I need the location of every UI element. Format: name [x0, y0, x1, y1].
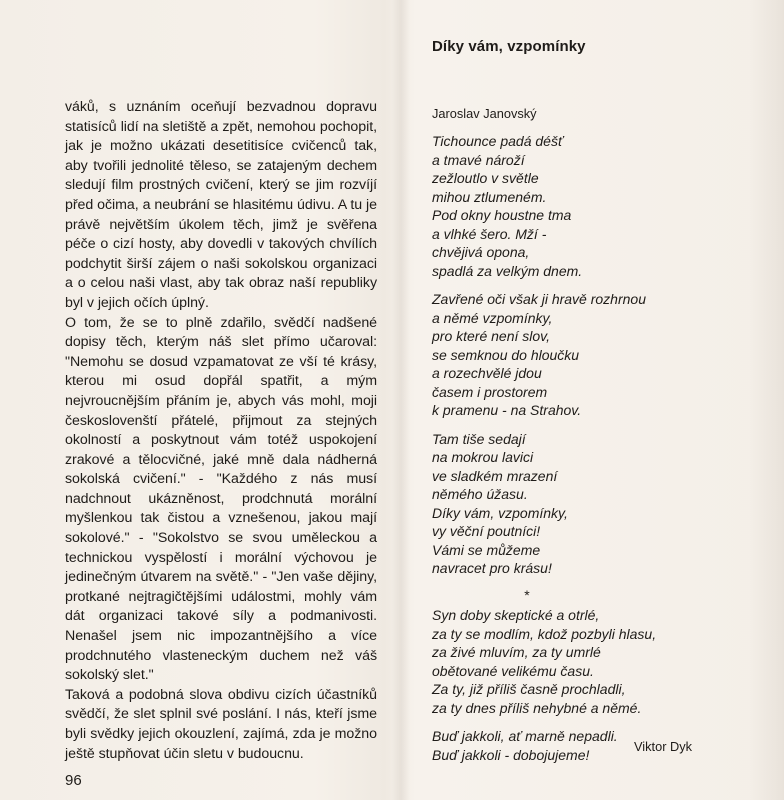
page-number: 96: [65, 772, 82, 789]
poem-separator: *: [524, 586, 530, 603]
poem-line: navracet pro krásu!: [432, 560, 552, 576]
poem-stanza: [432, 132, 732, 280]
poem-line: se semknou do hloučku: [432, 346, 580, 363]
poem-line: chvějivá opona,: [432, 244, 530, 260]
poem-line: Vámi se můžeme: [432, 541, 541, 558]
poem-line: Díky vám, vzpomínky,: [432, 504, 568, 521]
poem-line: němého úžasu.: [432, 486, 528, 502]
poem-line: Buď jakkoli - dobojujeme!: [432, 746, 590, 763]
poem-line: Buď jakkoli, ať marně nepadli.: [432, 728, 618, 744]
poem-line: pro které není slov,: [432, 328, 551, 344]
poem: [432, 132, 732, 764]
poem-line: zežloutlo v světle: [432, 170, 539, 186]
poem-line: za živé mluvím, za ty umrlé: [432, 644, 601, 660]
poem-line: vy věční poutníci!: [432, 523, 541, 539]
poem-line: Tichounce padá déšť: [432, 133, 563, 149]
paragraph: O tom, že se to plně zdařilo, svědčí nadšené dopisy těch, kterým náš slet přímo učaroval: "Nemohu se dosud vzpamatovat ze vší té krásy, kterou mi osud dopřál spatřit, a mým nejvroucnějším přáním je, abych vás mohl, moji českoslovenští přátelé, přijmout za stejných okolností a poskytnout vám totéž uspokojení zrakové a tělocvičné, jaké mně dala nádherná sokolská cvičení." - "Každého z nás musí nadchnout ukázněnost, prodchnutá morální myšlenkou tak čistou a vznešenou, jakou mají sokolové." - "Sokolstvo se svou uměleckou a technickou vyspělostí i morální výchovou je jedinečným útvarem na světě." - "Jen vaše dějiny, protkané nejtragičtějšími událostmi, mohly vám dát organizaci takové síly a podmanivosti. Nenašel jsem nic impozantnějšího a více prodchnutého vlasteneckým duchem než váš sokolský slet.": [65, 314, 377, 684]
poem-stanza: [432, 606, 732, 717]
poem-line: na mokrou lavici: [432, 449, 534, 465]
poem-line: spadlá za velkým dnem.: [432, 262, 583, 279]
poem-line: mihou ztlumeném.: [432, 188, 547, 205]
page-edge-shadow: [748, 0, 784, 800]
paragraph: váků, s uznáním oceňují bezvadnou dopravu statisíců lidí na sletiště a zpět, nemohou pochopit, jak je možno ukázati desetitisíce cvičenců tak, aby tvořili jednolité těleso, se zatajeným dechem sledují film prostných cvičení, který se jim rozvíjí před očima, a neubrání se hlasitému údivu. A tu je právě největším úkolem těch, jimž je svěřena péče o cizí hosty, aby dovedli v takových chvílích podchytit širší zájem o naši sokolskou organizaci a o celou naši vlast, aby tak obraz naší republiky byl v jejich očích úplný.: [65, 99, 377, 311]
poem-line: Zavřené oči však ji hravě rozhrnou: [432, 291, 646, 307]
poem-line: a vlhké šero. Mží -: [432, 225, 547, 242]
book-gutter: [392, 0, 410, 800]
paragraph: Taková a podobná slova obdivu cizích účastníků svědčí, že slet splnil své poslání. I nás, kteří jsme byli svědky jejich okouzlení, zajímá, zda je možno ještě stupňovat účin sletu v budoucnu.: [65, 686, 377, 762]
poem-line: ve sladkém mrazení: [432, 467, 558, 484]
poem-line: Za ty, již příliš časně prochladli,: [432, 681, 626, 697]
poem-stanza: [432, 430, 732, 578]
poem-line: za ty dnes příliš nehybné a němé.: [432, 699, 642, 716]
poem-line: časem i prostorem: [432, 383, 548, 400]
poem-line: a rozechvělé jdou: [432, 365, 542, 381]
poem-line: a tmavé nároží: [432, 151, 525, 168]
poem-title: Díky vám, vzpomínky: [432, 38, 586, 55]
poem-line: Pod okny houstne tma: [432, 207, 572, 223]
poem-line: k pramenu - na Strahov.: [432, 402, 582, 418]
poem-line: obětované velikému času.: [432, 662, 594, 679]
poem-line: za ty se modlím, kdož pozbyli hlasu,: [432, 625, 657, 642]
poem-stanza: [432, 290, 732, 420]
poem-line: a němé vzpomínky,: [432, 309, 553, 326]
poem-line: Syn doby skeptické a otrlé,: [432, 607, 600, 623]
poem-line: Tam tiše sedají: [432, 430, 526, 447]
poem-author-top: Jaroslav Janovský: [432, 106, 537, 121]
poem-author-bottom: Viktor Dyk: [634, 739, 693, 754]
left-column-text: [65, 98, 377, 764]
